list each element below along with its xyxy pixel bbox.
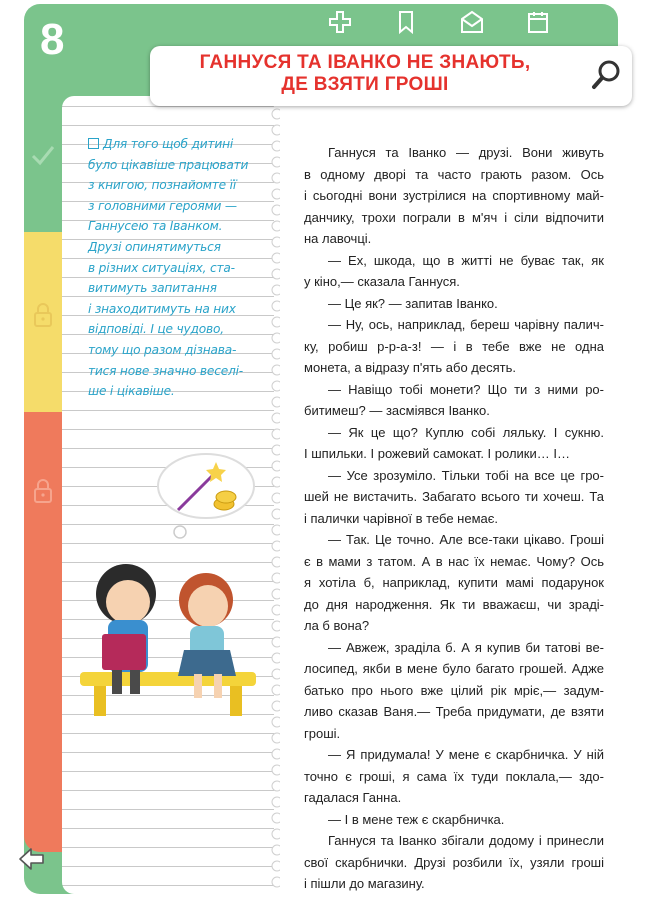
- note-line: з головними героями —: [88, 198, 237, 213]
- story-line: Ганнуся та Іванко збігали додому і принесли: [328, 833, 604, 848]
- story-line: — Ех, шкода, що в житті не буває так, як: [328, 252, 604, 268]
- note-line: і знаходитимуть на них: [88, 301, 236, 316]
- spiral-ring: [272, 269, 280, 279]
- story-line: ливо сказав Ваня.— Треба придумати, де взяти: [304, 704, 604, 719]
- story-line: в одному дворі та часто грають разом. Ось: [304, 166, 604, 182]
- spiral-ring: [272, 285, 280, 295]
- story-line: І шпильки. І рожевий самокат. І ролики… І…: [304, 446, 570, 461]
- spiral-ring: [272, 253, 280, 263]
- note-line: відповіді. І це чудово,: [88, 322, 224, 337]
- spiral-ring: [272, 125, 280, 135]
- spiral-ring: [272, 141, 280, 151]
- story-line: на лавочці.: [304, 231, 372, 246]
- story-line: Ганнуся та Іванко — друзі. Вони живуть: [328, 145, 604, 160]
- story-line: батько про нього вже цілий рік мріє,— задум-: [304, 682, 604, 698]
- spiral-ring: [272, 525, 280, 535]
- story-line: — І в мене теж є скарбничка.: [328, 811, 505, 827]
- check-icon[interactable]: [30, 142, 56, 168]
- thought-bubble: [158, 454, 254, 518]
- spiral-ring: [272, 573, 280, 583]
- spiral-ring: [272, 413, 280, 423]
- spiral-ring: [272, 237, 280, 247]
- page-title: [150, 52, 580, 96]
- envelope-icon[interactable]: [460, 10, 484, 34]
- note-line: тися нове значно веселі-: [88, 363, 243, 378]
- story-line: у кіно,— сказала Ганнуся.: [304, 274, 460, 289]
- title-box: [150, 46, 632, 106]
- story-line: ку, робиш р-р-а-з! — і в тебе вже не одна: [304, 338, 604, 354]
- spiral-ring: [272, 669, 280, 679]
- spiral-ring: [272, 589, 280, 599]
- bookmark-icon[interactable]: [394, 10, 418, 34]
- spiral-ring: [272, 685, 280, 695]
- spiral-ring: [272, 477, 280, 487]
- spiral-ring: [272, 765, 280, 775]
- story-line: данчику, трохи пограли в м'яч і сіли відпочити: [304, 209, 604, 225]
- lock-icon[interactable]: [30, 478, 56, 504]
- note-line: в різних ситуаціях, ста-: [88, 260, 235, 275]
- notebook-spiral-edge: [266, 108, 280, 898]
- top-toolbar: [328, 10, 550, 34]
- spiral-ring: [272, 701, 280, 711]
- spiral-ring: [272, 109, 280, 119]
- note-line: витимуть запитання: [88, 281, 217, 296]
- spiral-ring: [272, 317, 280, 327]
- note-line: Ганнусею та Іванком.: [88, 219, 223, 234]
- spiral-ring: [272, 717, 280, 727]
- spiral-ring: [272, 429, 280, 439]
- story-line: і сьогодні вони зустрілися на спортивному май-: [304, 188, 604, 203]
- spiral-ring: [272, 509, 280, 519]
- spiral-ring: [272, 381, 280, 391]
- spiral-ring: [272, 365, 280, 375]
- spiral-ring: [272, 205, 280, 215]
- spiral-ring: [272, 861, 280, 871]
- children-on-bench-illustration: [76, 450, 266, 722]
- spiral-ring: [272, 845, 280, 855]
- spiral-ring: [272, 397, 280, 407]
- note-line: Друзі опинятимуться: [88, 239, 221, 254]
- spiral-ring: [272, 749, 280, 759]
- story-line: — Так. Це точно. Але все-таки цікаво. Гроші: [328, 532, 604, 547]
- spiral-ring: [272, 605, 280, 615]
- title-line: ДЕ ВЗЯТИ ГРОШІ: [281, 74, 449, 95]
- story-line: — Усе зрозуміло. Тільки тобі на все це гро-: [328, 467, 604, 483]
- story-line: — Ну, ось, наприклад, береш чарівну палич-: [328, 317, 604, 332]
- teacher-note: [88, 134, 263, 402]
- story-line: гроші.: [304, 725, 341, 741]
- back-arrow-icon[interactable]: [18, 846, 46, 872]
- spiral-ring: [272, 829, 280, 839]
- spiral-ring: [272, 445, 280, 455]
- story-line: монета, а відразу п'ять або десять.: [304, 360, 516, 375]
- spiral-ring: [272, 333, 280, 343]
- spiral-ring: [272, 733, 280, 743]
- spiral-ring: [272, 877, 280, 887]
- checkbox-icon[interactable]: [88, 138, 99, 149]
- lock-icon[interactable]: [30, 302, 56, 328]
- spiral-ring: [272, 301, 280, 311]
- book: [102, 634, 146, 670]
- spiral-ring: [272, 621, 280, 631]
- spiral-ring: [272, 221, 280, 231]
- story-line: свої скарбнички. Друзі розбили їх, узяли гроші: [304, 854, 604, 870]
- story-line: — Я придумала! У мене є скарбничка. У ній: [328, 747, 604, 762]
- story-line: — Як це що? Куплю собі ляльку. І сукню.: [328, 424, 604, 440]
- story-line: точно є гроші, я сама їх туди поклала,— здо-: [304, 768, 604, 784]
- story-line: — Навіщо тобі монети? Що ти з ними ро-: [328, 381, 604, 397]
- note-line: з книгою, познайомте її: [88, 178, 237, 193]
- spiral-ring: [272, 173, 280, 183]
- spiral-ring: [272, 349, 280, 359]
- spiral-ring: [272, 637, 280, 647]
- story-line: шей не вистачить. Забагато всього ти хочеш. Та: [304, 489, 604, 504]
- spiral-ring: [272, 541, 280, 551]
- calendar-icon[interactable]: [526, 10, 550, 34]
- note-line: Для того щоб дитині: [88, 134, 263, 155]
- page-number: 8: [40, 15, 65, 64]
- note-line: тому що разом дізнава-: [88, 342, 237, 357]
- story-line: — Авжеж, зраділа б. А я купив би татові ве-: [328, 639, 604, 655]
- note-line: ше і цікавіше.: [88, 384, 175, 399]
- plus-icon[interactable]: [328, 10, 352, 34]
- story-text: [304, 142, 604, 895]
- story-line: є в мами з татом. А в нас їх немає. Чому? Ось: [304, 553, 604, 569]
- search-icon[interactable]: [590, 58, 624, 92]
- spiral-ring: [272, 461, 280, 471]
- story-line: битимеш? — засміявся Іванко.: [304, 403, 490, 418]
- spiral-ring: [272, 781, 280, 791]
- story-line: — Це як? — запитав Іванко.: [328, 295, 498, 311]
- story-line: ла б вона?: [304, 618, 370, 633]
- spiral-ring: [272, 189, 280, 199]
- spiral-ring: [272, 493, 280, 503]
- story-line: до дня народження. Як ти вважаєш, чи зраді-: [304, 596, 604, 612]
- story-line: лосипед, якби в мене було багато грошей. Адже: [304, 661, 604, 676]
- spiral-ring: [272, 813, 280, 823]
- story-line: і пішли до магазину.: [304, 876, 425, 891]
- spiral-ring: [272, 653, 280, 663]
- title-line: ГАННУСЯ ТА ІВАНКО НЕ ЗНАЮТЬ,: [199, 52, 531, 73]
- note-line: було цікавіше працювати: [88, 157, 249, 172]
- story-line: і палички чарівної в тебе немає.: [304, 510, 498, 526]
- spiral-ring: [272, 157, 280, 167]
- spiral-ring: [272, 557, 280, 567]
- spiral-ring: [272, 797, 280, 807]
- story-line: гадалася Ганна.: [304, 790, 402, 805]
- story-line: я хотіла б, наприклад, купити мамі подарунок: [304, 575, 604, 590]
